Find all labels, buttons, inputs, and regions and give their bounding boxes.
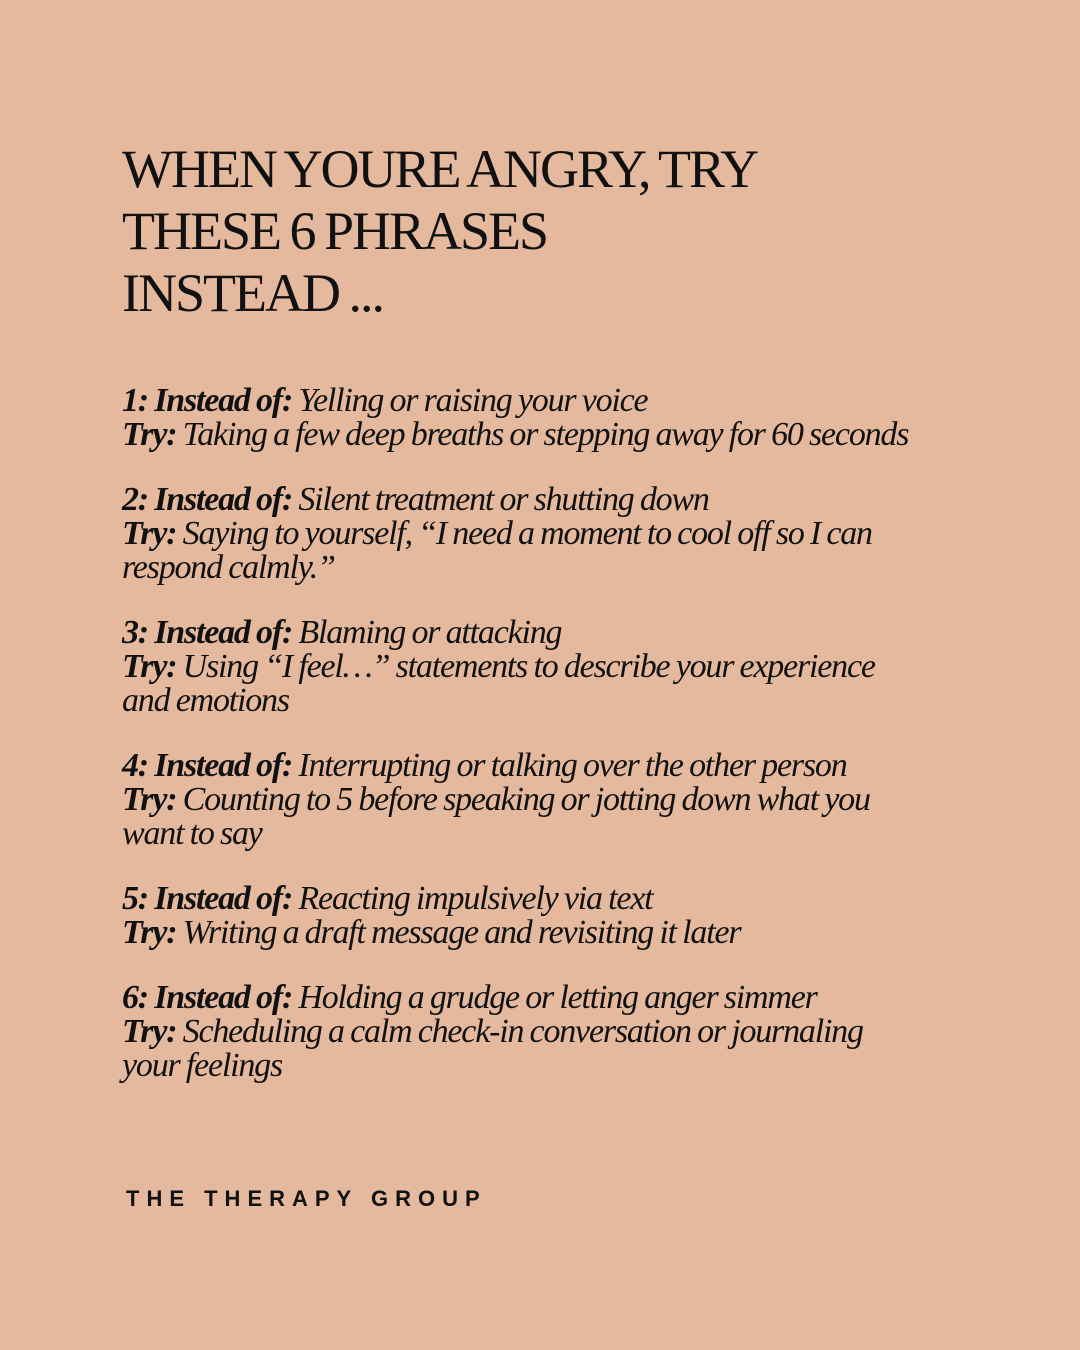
phrase-item-5 [122, 882, 922, 950]
instead-label: 4: Instead of: [122, 747, 293, 784]
instead-line [122, 882, 922, 916]
instead-label: 1: Instead of: [122, 382, 293, 419]
instead-line [122, 384, 922, 418]
brand-wordmark: THE THERAPY GROUP [126, 1186, 487, 1211]
instead-text: Blaming or attacking [292, 614, 562, 651]
instead-line [122, 981, 922, 1015]
instead-label: 2: Instead of: [122, 481, 293, 518]
try-text: Taking a few deep breaths or stepping away for 60 seconds [176, 416, 909, 453]
instead-line [122, 616, 922, 650]
instead-line [122, 483, 922, 517]
title-line-2: THESE 6 PHRASES [122, 201, 548, 261]
try-text: Saying to yourself, “I need a moment to cool off so I can respond calmly.” [122, 515, 872, 586]
phrase-list [122, 384, 922, 1114]
title-line-1: WHEN YOURE ANGRY, TRY [122, 139, 758, 199]
try-line [122, 418, 922, 452]
phrase-item-1 [122, 384, 922, 452]
try-text: Using “I feel…” statements to describe your experience and emotions [122, 648, 875, 719]
instead-text: Holding a grudge or letting anger simmer [292, 979, 817, 1016]
try-line [122, 517, 922, 585]
try-label: Try: [122, 515, 177, 552]
try-text: Writing a draft message and revisiting it later [176, 914, 741, 951]
try-label: Try: [122, 1013, 177, 1050]
try-line [122, 1015, 922, 1083]
phrase-item-2 [122, 483, 922, 585]
phrase-item-4 [122, 749, 922, 851]
title-line-3: INSTEAD ... [122, 263, 383, 323]
try-label: Try: [122, 781, 177, 818]
instead-label: 5: Instead of: [122, 880, 293, 917]
try-text: Scheduling a calm check-in conversation or journaling your feelings [122, 1013, 863, 1084]
phrase-item-3 [122, 616, 922, 718]
try-line [122, 783, 922, 851]
try-label: Try: [122, 914, 177, 951]
instead-line [122, 749, 922, 783]
instead-text: Reacting impulsively via text [292, 880, 653, 917]
instead-text: Interrupting or talking over the other person [292, 747, 847, 784]
try-line [122, 916, 922, 950]
page-title [122, 138, 942, 324]
instead-text: Yelling or raising your voice [292, 382, 648, 419]
instead-text: Silent treatment or shutting down [292, 481, 709, 518]
try-text: Counting to 5 before speaking or jotting down what you want to say [122, 781, 870, 852]
try-label: Try: [122, 416, 177, 453]
try-line [122, 650, 922, 718]
try-label: Try: [122, 648, 177, 685]
instead-label: 3: Instead of: [122, 614, 293, 651]
instead-label: 6: Instead of: [122, 979, 293, 1016]
phrase-item-6 [122, 981, 922, 1083]
